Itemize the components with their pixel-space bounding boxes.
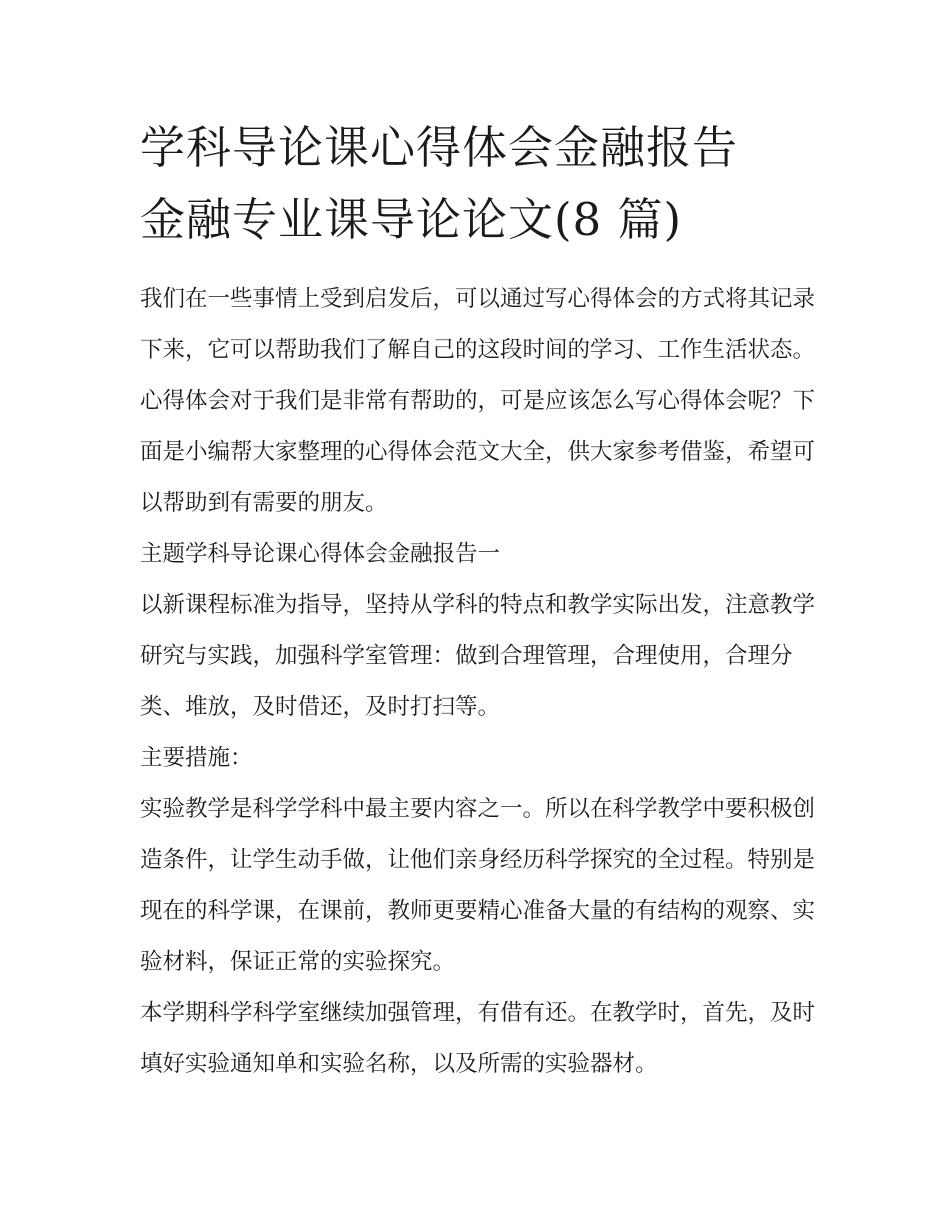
section-heading: 主题学科导论课心得体会金融报告一: [140, 541, 501, 567]
title-line-2: 金融专业课导论论文(8 篇): [140, 193, 683, 246]
document-title: [140, 112, 815, 256]
body-paragraph: 本学期科学科学室继续加强管理，有借有还。在教学时，首先，及时填好实验通知单和实验名称，以及所需的实验器材。: [140, 1000, 816, 1077]
subheading: 主要措施：: [140, 745, 253, 771]
intro-paragraph: 我们在一些事情上受到启发后，可以通过写心得体会的方式将其记录下来，它可以帮助我们了解自己的这段时间的学习、工作生活状态。心得体会对于我们是非常有帮助的，可是应该怎么写心得体会呢？下面是小编帮大家整理的心得体会范文大全，供大家参考借鉴，希望可以帮助到有需要的朋友。: [140, 286, 816, 516]
document-body: [140, 112, 815, 1090]
title-line-1: 学科导论课心得体会金融报告: [140, 121, 739, 174]
body-paragraph: 以新课程标准为指导，坚持从学科的特点和教学实际出发，注意教学研究与实践，加强科学室管理：做到合理管理，合理使用，合理分类、堆放，及时借还，及时打扫等。: [140, 592, 816, 720]
body-paragraph: 实验教学是科学学科中最主要内容之一。所以在科学教学中要积极创造条件，让学生动手做，让他们亲身经历科学探究的全过程。特别是现在的科学课，在课前，教师更要精心准备大量的有结构的观察、实验材料，保证正常的实验探究。: [140, 796, 816, 975]
